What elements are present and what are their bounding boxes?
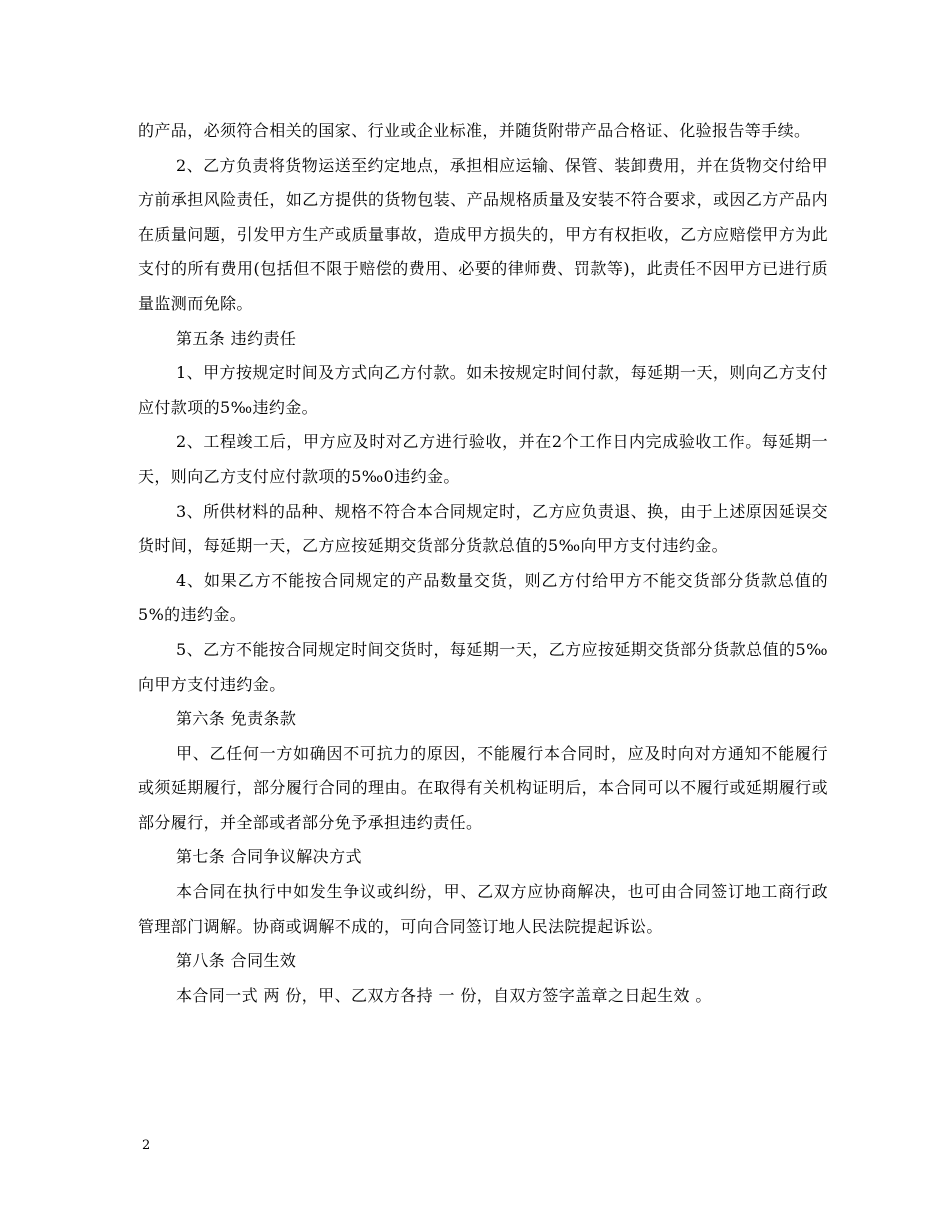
paragraph-contract-effect: 本合同一式 两 份，甲、乙双方各持 一 份，自双方签字盖章之日起生效 。 xyxy=(176,985,712,1005)
paragraph-acceptance-penalty: 2、工程竣工后，甲方应及时对乙方进行验收，并在2个工作日内完成验收工作。每延期一天，则向乙方支付应付款项的5‰0违约金。 xyxy=(138,432,828,486)
page-number: 2 xyxy=(142,1138,151,1153)
paragraph-transport-liability: 2、乙方负责将货物运送至约定地点，承担相应运输、保管、装卸费用，并在货物交付给甲方前承担风险责任，如乙方提供的货物包装、产品规格质量及安装不符合要求，或因乙方产品内在质量问题，引发甲方生产或质量事故，造成甲方损失的，甲方有权拒收，乙方应赔偿甲方为此支付的所有费用(包括但不限于赔偿的费用、必要的律师费、罚款等)，此责任不因甲方已进行质量监测而免除。 xyxy=(138,155,828,313)
heading-article-6: 第六条 免责条款 xyxy=(176,709,297,729)
heading-article-5: 第五条 违约责任 xyxy=(176,328,297,348)
paragraph-product-standards: 的产品，必须符合相关的国家、行业或企业标准，并随货附带产品合格证、化验报告等手续。 xyxy=(138,121,811,140)
paragraph-dispute-resolution: 本合同在执行中如发生争议或纠纷，甲、乙双方应协商解决，也可由合同签订地工商行政管理部门调解。协商或调解不成的，可向合同签订地人民法院提起诉讼。 xyxy=(138,882,828,936)
paragraph-payment-penalty: 1、甲方按规定时间及方式向乙方付款。如未按规定时间付款，每延期一天，则向乙方支付应付款项的5‰违约金。 xyxy=(138,363,828,417)
paragraph-quantity-penalty: 4、如果乙方不能按合同规定的产品数量交货，则乙方付给甲方不能交货部分货款总值的5%的违约金。 xyxy=(138,570,828,625)
paragraph-material-spec-penalty: 3、所供材料的品种、规格不符合本合同规定时，乙方应负责退、换，由于上述原因延误交货时间，每延期一天，乙方应按延期交货部分货款总值的5‰向甲方支付违约金。 xyxy=(138,501,828,556)
paragraph-delivery-delay-penalty: 5、乙方不能按合同规定时间交货时，每延期一天，乙方应按延期交货部分货款总值的5‰向甲方支付违约金。 xyxy=(138,639,828,694)
paragraph-force-majeure: 甲、乙任何一方如确因不可抗力的原因，不能履行本合同时，应及时向对方通知不能履行或须延期履行，部分履行合同的理由。在取得有关机构证明后，本合同可以不履行或延期履行或部分履行，并全部或者部分免予承担违约责任。 xyxy=(138,743,828,832)
heading-article-8: 第八条 合同生效 xyxy=(176,951,297,971)
contract-body xyxy=(138,114,828,1013)
heading-article-7: 第七条 合同争议解决方式 xyxy=(176,847,362,867)
